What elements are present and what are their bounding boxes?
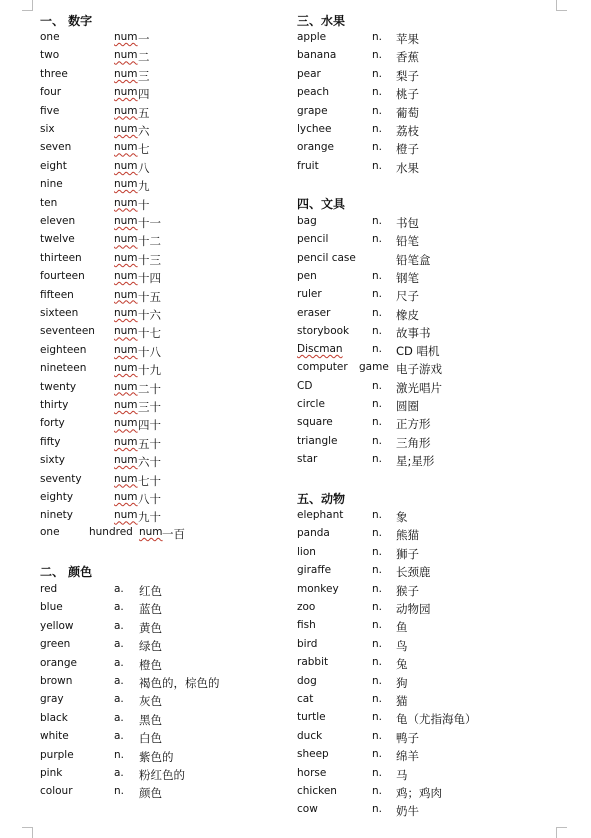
vocab-word: nineteen [40,362,87,375]
vocab-pos: n. [372,711,382,724]
vocab-pos: num [114,31,138,43]
vocab-pos: a. [114,656,124,669]
page-corner-mark [22,827,33,838]
vocab-word: giraffe [297,564,332,577]
vocab-word: CD [297,379,313,392]
vocab-word: twelve [40,233,75,246]
vocab-word: peach [297,86,329,99]
vocab-meaning: 五 [138,105,150,120]
vocab-pos: n. [372,619,382,632]
vocab-meaning: 铅笔盒 [396,252,431,267]
vocab-pos: n. [372,67,382,80]
vocab-meaning: 狗 [396,675,408,690]
vocab-word: five [40,104,60,117]
section-heading-colors: 二、 颜色 [40,565,93,579]
vocab-word: thirteen [40,251,82,264]
vocab-pos: n. [114,748,124,761]
vocab-word: gray [40,693,64,706]
vocab-pos: n. [372,803,382,816]
vocab-word: cow [297,803,318,816]
vocab-meaning: 十四 [138,271,161,286]
vocab-pos: a. [114,601,124,614]
vocab-meaning: 二 [138,50,150,65]
vocab-pos: num [114,454,138,467]
vocab-meaning: 鸡；鸡肉 [396,786,442,800]
vocab-pos: a. [114,730,124,743]
vocab-pos: num [114,233,138,246]
vocab-pos: num [114,270,138,283]
vocab-pos: num [114,362,138,375]
vocab-word: pencil case [297,251,356,264]
vocab-word: sixty [40,454,65,467]
vocab-meaning: 熊猫 [396,528,419,543]
vocab-meaning: 六 [138,124,150,138]
vocab-meaning: 十九 [138,363,161,378]
vocab-pos: n. [372,398,382,410]
vocab-word: storybook [297,324,350,337]
vocab-pos: n. [372,693,382,705]
vocab-pos: n. [372,766,382,779]
vocab-pos: n. [372,379,382,392]
vocab-meaning: 橙色 [139,657,162,672]
vocab-pos: num [114,196,138,209]
vocab-word: cat [297,693,314,705]
vocab-word: orange [40,656,77,669]
vocab-pos: n. [372,104,382,117]
vocab-word: brown [40,675,73,687]
vocab-meaning: 荔枝 [396,124,419,138]
vocab-word: zoo [297,601,316,613]
vocab-pos: a. [114,619,124,632]
vocab-pos: n. [372,324,382,337]
vocab-pos: num [114,67,138,80]
vocab-word: rabbit [297,656,329,669]
vocab-meaning: 灰色 [139,694,162,709]
vocab-meaning: CD 唱机 [396,344,440,359]
vocab-word: thirty [40,399,69,411]
vocab-pos: n. [372,527,382,540]
vocab-word: seventeen [40,325,95,338]
vocab-meaning: 颜色 [139,786,162,801]
vocab-pos: n. [372,564,382,577]
vocab-word: bag [297,215,317,227]
vocab-word: fifty [40,435,61,448]
vocab-meaning: 动物园 [396,602,431,616]
vocab-word: eighty [40,491,74,503]
vocab-meaning: 紫色的 [139,749,174,764]
vocab-meaning: 猴子 [396,583,419,598]
vocab-pos: n. [372,637,382,650]
vocab-meaning: 狮子 [396,546,419,561]
vocab-meaning: 龟（尤指海龟） [396,712,477,727]
vocab-meaning: 红色 [139,584,162,598]
vocab-word: green [40,638,71,651]
vocab-word: lion [297,545,316,558]
vocab-pos: n. [372,601,382,613]
vocab-word: square [297,416,333,429]
vocab-word: fifteen [40,288,74,301]
vocab-pos: num [114,417,138,430]
vocab-word: orange [297,141,334,154]
vocab-meaning: 十三 [138,252,161,267]
vocab-word: eleven [40,215,76,227]
vocab-word: grape [297,104,328,117]
vocab-pos: num [114,178,138,191]
vocab-meaning: 黑色 [139,712,162,727]
vocab-pos: n. [372,49,382,62]
vocab-word: white [40,730,69,743]
vocab-meaning: 十五 [138,289,161,304]
vocab-meaning: 星;星形 [396,453,435,468]
vocab-meaning: 黄色 [139,620,162,635]
vocab-meaning: 奶牛 [396,804,419,819]
vocab-word: pencil [297,233,329,246]
vocab-pos: num [114,251,138,264]
vocab-pos: num [139,526,163,538]
vocab-word: dog [297,674,317,687]
vocab-pos: n. [114,785,124,798]
vocab-word: four [40,86,62,99]
vocab-pos: num [114,123,138,135]
vocab-meaning: 绿色 [139,639,162,654]
vocab-word: apple [297,31,327,43]
vocab-pos: n. [372,509,382,521]
vocab-meaning: 水果 [396,160,419,175]
vocab-meaning: 激光唱片 [396,380,442,395]
vocab-meaning: 橡皮 [396,307,419,322]
vocab-word: bird [297,637,318,650]
vocab-pos: a. [114,583,124,595]
vocab-pos: num [114,472,138,485]
vocab-pos: num [114,343,138,356]
vocab-meaning: 正方形 [396,417,431,432]
vocab-pos: n. [372,288,382,301]
vocab-meaning: 四 [138,87,150,102]
vocab-pos: num [114,509,138,522]
vocab-meaning: 故事书 [396,325,431,340]
vocab-meaning: 尺子 [396,289,419,304]
vocab-word: chicken [297,785,337,797]
vocab-pos: n. [372,233,382,246]
vocab-word: six [40,123,55,135]
page-corner-mark [556,827,567,838]
vocab-pos: num [114,325,138,338]
vocab-meaning: 五十 [138,436,161,451]
vocab-meaning: 二十 [138,381,161,396]
vocab-meaning: 电子游戏 [396,362,442,377]
vocab-pos: n. [372,785,382,797]
vocab-meaning: 七 [138,142,150,157]
vocab-word: pear [297,67,321,80]
vocab-pos: n. [372,269,382,282]
section-heading-fruits: 三、水果 [297,14,346,28]
vocab-meaning: 十一 [138,216,161,230]
vocab-word: star [297,452,318,465]
vocab-meaning: 苹果 [396,32,419,46]
vocab-pos: num [114,435,138,448]
vocab-pos: num [114,288,138,301]
vocab-word: lychee [297,123,332,135]
vocab-word: colour [40,785,73,798]
vocab-word: banana [297,49,337,62]
vocab-meaning: 桃子 [396,87,419,102]
vocab-word: nine [40,178,63,191]
vocab-word: seven [40,141,72,154]
vocab-meaning: 十 [138,197,150,212]
vocab-pos: n. [372,748,382,761]
vocab-pos: n. [372,582,382,595]
vocab-pos: n. [372,545,382,558]
section-heading-numbers: 一、 数字 [40,14,93,28]
vocab-pos: n. [372,86,382,99]
vocab-pos: num [114,49,138,62]
vocab-pos: n. [372,343,382,356]
vocab-meaning: 白色 [139,731,162,746]
vocab-pos: a. [114,693,124,706]
vocab-pos: n. [372,416,382,429]
vocab-meaning: 梨子 [396,68,419,83]
vocab-word: elephant [297,509,344,521]
vocab-meaning: 鱼 [396,620,408,635]
vocab-word: two [40,49,60,62]
section-heading-animals: 五、动物 [297,492,346,506]
vocab-word: twenty [40,380,77,393]
vocab-pos: num [114,491,138,503]
vocab-pos: num [114,307,138,319]
vocab-meaning: 象 [396,510,408,524]
vocab-word: eraser [297,306,331,319]
vocab-meaning: 圆圈 [396,399,419,413]
vocab-word: ninety [40,509,74,522]
vocab-meaning: 三角形 [396,435,431,450]
vocab-pos: game [359,361,389,374]
vocab-meaning: 十六 [138,308,161,322]
vocab-word: three [40,67,68,80]
vocab-pos: n. [372,141,382,154]
vocab-word: purple [40,748,74,761]
vocab-meaning: 三十 [138,400,161,414]
vocab-word: one [40,526,60,538]
vocab-word: fish [297,619,316,632]
vocab-pos: n. [372,31,382,43]
vocab-pos: num [114,159,138,172]
vocab-word: sixteen [40,307,79,319]
vocab-word: triangle [297,434,338,447]
vocab-word: horse [297,766,327,779]
vocab-pos: n. [372,729,382,742]
vocab-meaning: 三 [138,68,150,83]
vocab-meaning: 一百 [162,527,185,541]
vocab-pos: n. [372,656,382,669]
vocab-pos: n. [372,215,382,227]
vocab-pos: a. [114,675,124,687]
vocab-pos: a. [114,711,124,724]
vocab-meaning: 十八 [138,344,161,359]
vocab-word: yellow [40,619,74,632]
vocab-meaning: 一 [138,32,150,46]
vocab-meaning: 兔 [396,657,408,672]
vocab-pos: n. [372,674,382,687]
vocab-meaning: 马 [396,767,408,782]
vocab-meaning: 钢笔 [396,270,419,285]
vocab-word: sheep [297,748,329,761]
vocab-pos: n. [372,159,382,172]
vocab-word: pen [297,269,317,282]
vocab-word: red [40,583,58,595]
vocab-word: computer [297,361,348,374]
vocab-word: fourteen [40,270,85,283]
vocab-pos: n. [372,123,382,135]
vocab-meaning: 书包 [396,216,419,230]
vocab-meaning: 葡萄 [396,105,419,120]
vocab-word: black [40,711,68,724]
vocab-pos: a. [114,767,124,779]
vocab-word: eight [40,159,67,172]
vocab-word: one [40,31,60,43]
vocab-word: monkey [297,582,339,595]
vocab-meaning: 鸭子 [396,730,419,745]
vocab-meaning: 八 [138,160,150,175]
vocab-meaning: 九十 [138,510,161,525]
vocab-pos: num [114,104,138,117]
vocab-word: blue [40,601,63,614]
vocab-word: seventy [40,472,82,485]
vocab-pos: num [114,380,138,393]
vocab-meaning: 粉红色的 [139,768,185,782]
vocab-pos: a. [114,638,124,651]
vocab-meaning: 绵羊 [396,749,419,764]
vocab-pos: num [114,86,138,99]
vocab-pos: num [114,215,138,227]
vocab-meaning: 六十 [138,455,161,470]
vocab-meaning: 十二 [138,234,161,249]
vocab-pos: n. [372,434,382,447]
vocab-meaning: 七十 [138,473,161,488]
vocab-meaning: 香蕉 [396,50,419,65]
vocab-meaning: 长颈鹿 [396,565,431,580]
section-heading-stationery: 四、文具 [297,197,346,211]
vocab-meaning: 十七 [138,326,161,341]
vocab-pos: n. [372,306,382,319]
vocab-word: circle [297,398,325,410]
vocab-word: duck [297,729,323,742]
vocab-meaning: 鸟 [396,638,408,653]
vocab-meaning: 四十 [138,418,161,433]
vocab-word: pink [40,767,63,779]
vocab-word: ruler [297,288,322,301]
vocab-meaning: 八十 [138,492,161,506]
vocab-word: Discman [297,343,343,356]
vocab-word: hundred [89,526,133,538]
vocab-meaning: 蓝色 [139,602,162,617]
page-corner-mark [22,0,33,11]
vocab-word: turtle [297,711,326,724]
vocab-word: panda [297,527,330,540]
vocab-word: forty [40,417,65,430]
page-corner-mark [556,0,567,11]
vocab-pos: num [114,399,138,411]
vocab-word: ten [40,196,58,209]
vocab-meaning: 九 [138,179,150,194]
vocab-word: fruit [297,159,319,172]
vocab-word: eighteen [40,343,87,356]
vocab-meaning: 铅笔 [396,234,419,249]
vocab-meaning: 褐色的，棕色的 [139,676,220,690]
vocab-meaning: 橙子 [396,142,419,157]
vocab-pos: n. [372,452,382,465]
vocab-pos: num [114,141,138,154]
vocab-meaning: 猫 [396,694,408,708]
